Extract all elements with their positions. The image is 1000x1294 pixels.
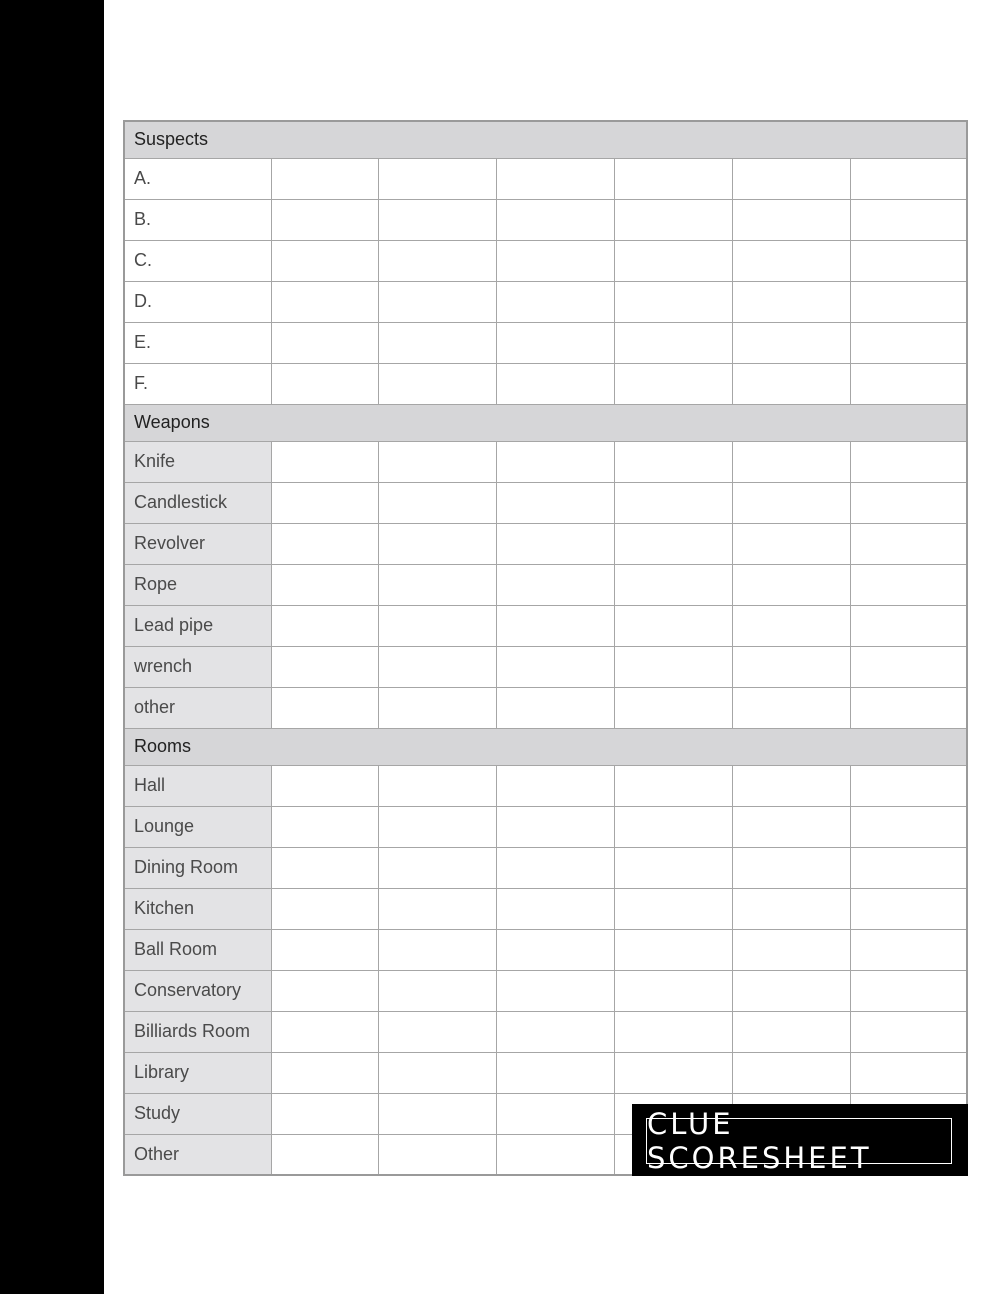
mark-cell[interactable] [614, 929, 732, 970]
weapons-row [124, 482, 967, 523]
mark-cell[interactable] [271, 240, 378, 281]
mark-cell[interactable] [496, 888, 614, 929]
weapons-label: other [124, 687, 271, 728]
mark-cell[interactable] [614, 847, 732, 888]
mark-cell[interactable] [496, 564, 614, 605]
mark-cell[interactable] [378, 281, 496, 322]
rooms-row [124, 1052, 967, 1093]
mark-cell[interactable] [732, 929, 850, 970]
mark-cell[interactable] [496, 322, 614, 363]
rooms-label: Lounge [124, 806, 271, 847]
mark-cell[interactable] [614, 441, 732, 482]
section-header-suspects: Suspects [124, 121, 967, 158]
mark-cell[interactable] [850, 322, 967, 363]
mark-cell[interactable] [271, 1093, 378, 1134]
scoresheet-grid [123, 120, 968, 1176]
mark-cell[interactable] [496, 281, 614, 322]
mark-cell[interactable] [614, 888, 732, 929]
rooms-row [124, 888, 967, 929]
mark-cell[interactable] [732, 806, 850, 847]
mark-cell[interactable] [850, 158, 967, 199]
mark-cell[interactable] [496, 929, 614, 970]
mark-cell[interactable] [378, 970, 496, 1011]
mark-cell[interactable] [496, 646, 614, 687]
mark-cell[interactable] [850, 281, 967, 322]
mark-cell[interactable] [496, 1011, 614, 1052]
title-box [632, 1104, 968, 1176]
mark-cell[interactable] [850, 806, 967, 847]
mark-cell[interactable] [614, 970, 732, 1011]
mark-cell[interactable] [732, 322, 850, 363]
mark-cell[interactable] [732, 765, 850, 806]
mark-cell[interactable] [378, 564, 496, 605]
mark-cell[interactable] [378, 1052, 496, 1093]
suspects-label: E. [124, 322, 271, 363]
mark-cell[interactable] [732, 482, 850, 523]
mark-cell[interactable] [732, 1052, 850, 1093]
mark-cell[interactable] [378, 605, 496, 646]
mark-cell[interactable] [378, 765, 496, 806]
mark-cell[interactable] [614, 240, 732, 281]
mark-cell[interactable] [271, 1052, 378, 1093]
weapons-row [124, 441, 967, 482]
rooms-row [124, 1011, 967, 1052]
mark-cell[interactable] [614, 564, 732, 605]
mark-cell[interactable] [850, 240, 967, 281]
mark-cell[interactable] [378, 888, 496, 929]
mark-cell[interactable] [496, 1134, 614, 1175]
section-header-weapons: Weapons [124, 404, 967, 441]
mark-cell[interactable] [378, 1093, 496, 1134]
suspects-label: A. [124, 158, 271, 199]
mark-cell[interactable] [378, 441, 496, 482]
mark-cell[interactable] [496, 605, 614, 646]
mark-cell[interactable] [850, 646, 967, 687]
mark-cell[interactable] [271, 564, 378, 605]
mark-cell[interactable] [496, 806, 614, 847]
mark-cell[interactable] [732, 281, 850, 322]
rooms-label: Study [124, 1093, 271, 1134]
mark-cell[interactable] [271, 646, 378, 687]
mark-cell[interactable] [850, 523, 967, 564]
mark-cell[interactable] [271, 441, 378, 482]
mark-cell[interactable] [732, 523, 850, 564]
mark-cell[interactable] [850, 199, 967, 240]
rooms-label: Other [124, 1134, 271, 1175]
mark-cell[interactable] [850, 888, 967, 929]
rooms-label: Billiards Room [124, 1011, 271, 1052]
rooms-row [124, 806, 967, 847]
mark-cell[interactable] [732, 847, 850, 888]
rooms-label: Library [124, 1052, 271, 1093]
mark-cell[interactable] [614, 765, 732, 806]
mark-cell[interactable] [614, 363, 732, 404]
suspects-row [124, 240, 967, 281]
rooms-row [124, 847, 967, 888]
weapons-label: Candlestick [124, 482, 271, 523]
rooms-row [124, 970, 967, 1011]
mark-cell[interactable] [850, 970, 967, 1011]
mark-cell[interactable] [614, 646, 732, 687]
mark-cell[interactable] [614, 806, 732, 847]
weapons-row [124, 564, 967, 605]
mark-cell[interactable] [496, 523, 614, 564]
suspects-label: F. [124, 363, 271, 404]
mark-cell[interactable] [271, 1134, 378, 1175]
mark-cell[interactable] [271, 970, 378, 1011]
mark-cell[interactable] [271, 929, 378, 970]
mark-cell[interactable] [732, 158, 850, 199]
suspects-row [124, 281, 967, 322]
rooms-label: Ball Room [124, 929, 271, 970]
mark-cell[interactable] [378, 847, 496, 888]
mark-cell[interactable] [732, 240, 850, 281]
mark-cell[interactable] [850, 1011, 967, 1052]
suspects-label: C. [124, 240, 271, 281]
mark-cell[interactable] [378, 240, 496, 281]
suspects-row [124, 363, 967, 404]
weapons-row [124, 523, 967, 564]
weapons-label: Lead pipe [124, 605, 271, 646]
mark-cell[interactable] [732, 970, 850, 1011]
mark-cell[interactable] [378, 1011, 496, 1052]
mark-cell[interactable] [496, 847, 614, 888]
section-header-rooms: Rooms [124, 728, 967, 765]
mark-cell[interactable] [732, 564, 850, 605]
mark-cell[interactable] [271, 806, 378, 847]
rooms-label: Hall [124, 765, 271, 806]
mark-cell[interactable] [850, 363, 967, 404]
mark-cell[interactable] [614, 1052, 732, 1093]
weapons-label: wrench [124, 646, 271, 687]
mark-cell[interactable] [271, 605, 378, 646]
suspects-label: D. [124, 281, 271, 322]
weapons-label: Revolver [124, 523, 271, 564]
mark-cell[interactable] [850, 765, 967, 806]
mark-cell[interactable] [378, 158, 496, 199]
mark-cell[interactable] [850, 605, 967, 646]
scoresheet-title: CLUE SCORESHEET [646, 1118, 952, 1164]
mark-cell[interactable] [271, 158, 378, 199]
mark-cell[interactable] [271, 687, 378, 728]
weapons-row [124, 687, 967, 728]
cover-spine-band [0, 0, 104, 1294]
mark-cell[interactable] [271, 888, 378, 929]
rooms-label: Kitchen [124, 888, 271, 929]
mark-cell[interactable] [850, 929, 967, 970]
mark-cell[interactable] [271, 199, 378, 240]
suspects-row [124, 199, 967, 240]
mark-cell[interactable] [850, 482, 967, 523]
mark-cell[interactable] [271, 847, 378, 888]
mark-cell[interactable] [614, 523, 732, 564]
mark-cell[interactable] [271, 523, 378, 564]
mark-cell[interactable] [496, 765, 614, 806]
mark-cell[interactable] [732, 199, 850, 240]
rooms-label: Conservatory [124, 970, 271, 1011]
mark-cell[interactable] [496, 1052, 614, 1093]
mark-cell[interactable] [614, 281, 732, 322]
mark-cell[interactable] [496, 441, 614, 482]
mark-cell[interactable] [378, 322, 496, 363]
mark-cell[interactable] [378, 806, 496, 847]
mark-cell[interactable] [614, 1011, 732, 1052]
mark-cell[interactable] [614, 482, 732, 523]
suspects-row [124, 322, 967, 363]
mark-cell[interactable] [614, 199, 732, 240]
mark-cell[interactable] [496, 687, 614, 728]
mark-cell[interactable] [850, 564, 967, 605]
mark-cell[interactable] [378, 929, 496, 970]
mark-cell[interactable] [378, 1134, 496, 1175]
mark-cell[interactable] [271, 765, 378, 806]
weapons-row [124, 646, 967, 687]
mark-cell[interactable] [850, 847, 967, 888]
rooms-row [124, 929, 967, 970]
rooms-row [124, 765, 967, 806]
weapons-label: Knife [124, 441, 271, 482]
weapons-row [124, 605, 967, 646]
mark-cell[interactable] [614, 322, 732, 363]
mark-cell[interactable] [850, 687, 967, 728]
mark-cell[interactable] [271, 482, 378, 523]
mark-cell[interactable] [378, 482, 496, 523]
mark-cell[interactable] [732, 1011, 850, 1052]
mark-cell[interactable] [496, 970, 614, 1011]
suspects-row [124, 158, 967, 199]
mark-cell[interactable] [496, 1093, 614, 1134]
mark-cell[interactable] [378, 687, 496, 728]
mark-cell[interactable] [614, 605, 732, 646]
mark-cell[interactable] [732, 888, 850, 929]
mark-cell[interactable] [496, 240, 614, 281]
mark-cell[interactable] [271, 1011, 378, 1052]
mark-cell[interactable] [732, 363, 850, 404]
suspects-label: B. [124, 199, 271, 240]
mark-cell[interactable] [614, 687, 732, 728]
mark-cell[interactable] [378, 199, 496, 240]
mark-cell[interactable] [732, 605, 850, 646]
mark-cell[interactable] [378, 646, 496, 687]
mark-cell[interactable] [496, 482, 614, 523]
mark-cell[interactable] [850, 441, 967, 482]
mark-cell[interactable] [378, 363, 496, 404]
mark-cell[interactable] [496, 363, 614, 404]
mark-cell[interactable] [271, 363, 378, 404]
mark-cell[interactable] [614, 158, 732, 199]
mark-cell[interactable] [378, 523, 496, 564]
mark-cell[interactable] [496, 199, 614, 240]
mark-cell[interactable] [732, 441, 850, 482]
mark-cell[interactable] [732, 687, 850, 728]
mark-cell[interactable] [732, 646, 850, 687]
mark-cell[interactable] [271, 322, 378, 363]
rooms-label: Dining Room [124, 847, 271, 888]
weapons-label: Rope [124, 564, 271, 605]
mark-cell[interactable] [496, 158, 614, 199]
mark-cell[interactable] [850, 1052, 967, 1093]
mark-cell[interactable] [271, 281, 378, 322]
